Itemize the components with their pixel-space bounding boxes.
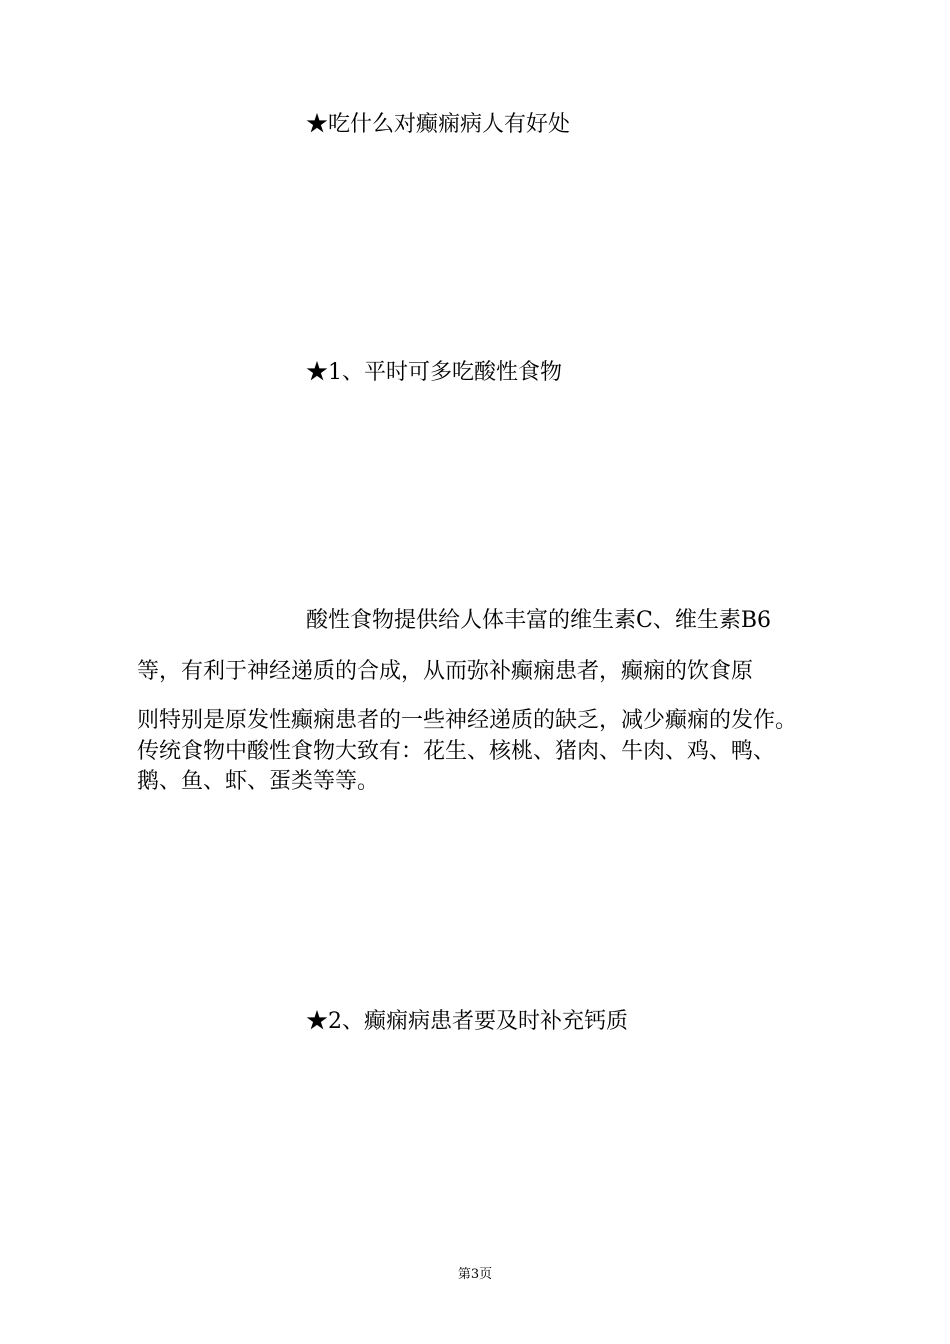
paragraph-line: 则特别是原发性癫痫患者的一些神经递质的缺乏，减少癫痫的发作。 [137, 708, 798, 733]
page-number: 第3页 [457, 1267, 493, 1282]
section-heading-2: ★2、癫痫病患者要及时补充钙质 [306, 1009, 628, 1034]
paragraph-line: 鹅、鱼、虾、蛋类等等。 [137, 769, 380, 794]
section-heading-1: ★1、平时可多吃酸性食物 [306, 360, 562, 385]
paragraph-line: 酸性食物提供给人体丰富的维生素C、维生素B6 [306, 608, 771, 633]
paragraph-line: 等，有利于神经递质的合成，从而弥补癫痫患者，癫痫的饮食原 [137, 659, 754, 684]
paragraph-line: 传统食物中酸性食物大致有：花生、核桃、猪肉、牛肉、鸡、鸭、 [137, 739, 776, 764]
main-heading: ★吃什么对癫痫病人有好处 [306, 112, 571, 137]
